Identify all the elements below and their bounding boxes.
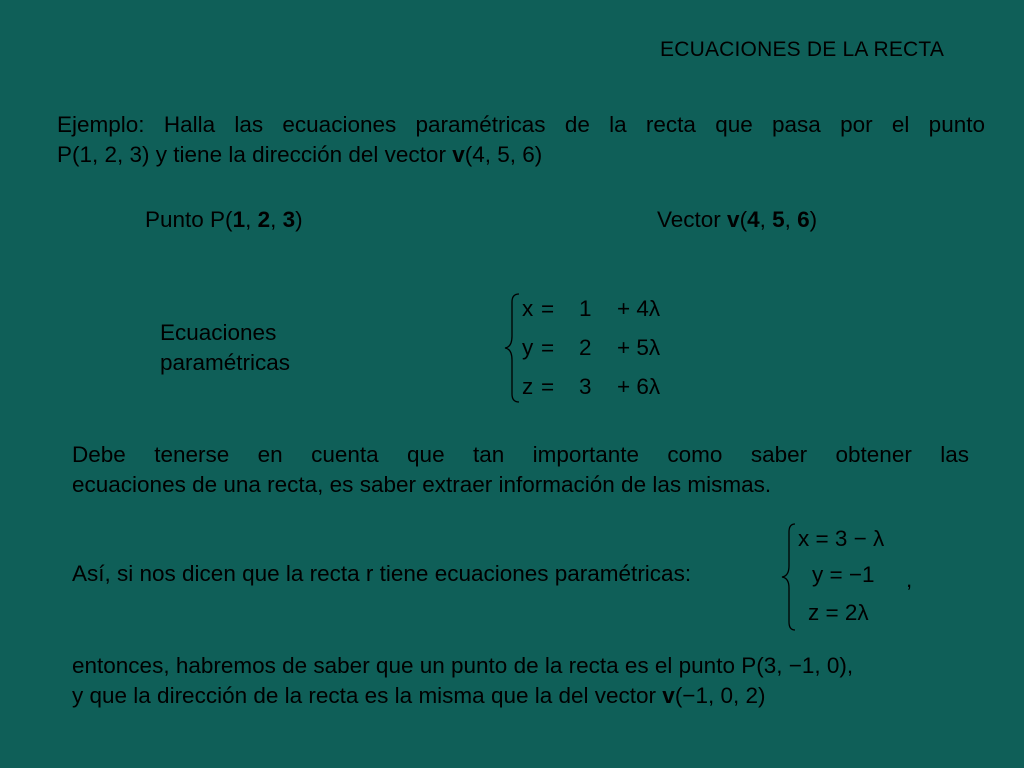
sys1-var-x: x	[522, 296, 534, 321]
point-prefix: Punto P(	[145, 207, 233, 232]
vector-coord-3: 6	[797, 207, 810, 232]
sys1-term-y: + 5λ	[617, 335, 661, 360]
sys1-val-z: 3	[579, 374, 592, 399]
equations-label	[160, 318, 290, 378]
sys1-eq-y: =	[541, 335, 555, 360]
vector-label: Vector v(4, 5, 6)	[657, 207, 818, 232]
sys1-var-z: z	[522, 374, 534, 399]
point-coord-1: 1	[232, 207, 246, 232]
vector-coord-2: 5	[772, 207, 785, 232]
sys1-eq-x: =	[541, 296, 555, 321]
sys2-comma: ,	[906, 567, 913, 592]
sys1-eq-z: =	[541, 374, 555, 399]
example-line-2	[57, 140, 542, 170]
example-text-pre: P(1, 2, 3) y tiene la dirección del vector	[57, 142, 453, 167]
sys2-row-y: y = −1	[812, 562, 875, 587]
conclusion-vector-symbol: v	[662, 683, 675, 708]
point-suffix: )	[295, 207, 303, 232]
vector-open-paren: (	[739, 207, 748, 232]
example-text-post: (4, 5, 6)	[464, 142, 543, 167]
example-line-1: Ejemplo: Halla las ecuaciones paramétricas de la recta que pasa por el punto	[57, 112, 985, 137]
sys1-val-y: 2	[579, 335, 592, 360]
system-1-row	[522, 296, 533, 322]
vector-symbol: v	[452, 142, 465, 167]
equations-label-line-1: Ecuaciones	[160, 320, 277, 345]
point-coord-3: 3	[282, 207, 296, 232]
conclusion-text-pre: y que la dirección de la recta es la misma que la del vector	[72, 683, 663, 708]
vector-coord-1: 4	[747, 207, 760, 232]
sys1-val-x: 1	[579, 296, 592, 321]
sys1-var-y: y	[522, 335, 534, 360]
vector-name: v	[727, 207, 740, 232]
equations-label-line-2: paramétricas	[160, 350, 291, 375]
conclusion-line-2	[72, 683, 765, 709]
sys1-term-z: + 6λ	[617, 374, 661, 399]
paragraph-line-2: ecuaciones de una recta, es saber extraer información de las mismas.	[72, 472, 772, 497]
sys2-row-z: z = 2λ	[808, 600, 869, 625]
vector-prefix: Vector	[657, 207, 728, 232]
point-coord-2: 2	[257, 207, 271, 232]
sys2-row-x: x = 3 − λ	[798, 526, 885, 551]
sys1-term-x: + 4λ	[617, 296, 661, 321]
slide-title: ECUACIONES DE LA RECTA	[660, 38, 945, 61]
left-brace-icon	[502, 292, 522, 404]
paragraph-line-1: Debe tenerse en cuenta que tan importante como saber obtener las	[72, 442, 969, 467]
conclusion-line-1: entonces, habremos de saber que un punto de la recta es el punto P(3, −1, 0),	[72, 653, 854, 678]
vector-close-paren: )	[809, 207, 818, 232]
conclusion-text-post: (−1, 0, 2)	[674, 683, 766, 708]
point-label: Punto P(1, 2, 3)	[145, 207, 303, 232]
asi-text: Así, si nos dicen que la recta r tiene ecuaciones paramétricas:	[72, 561, 692, 586]
left-brace-icon-2	[780, 522, 798, 632]
